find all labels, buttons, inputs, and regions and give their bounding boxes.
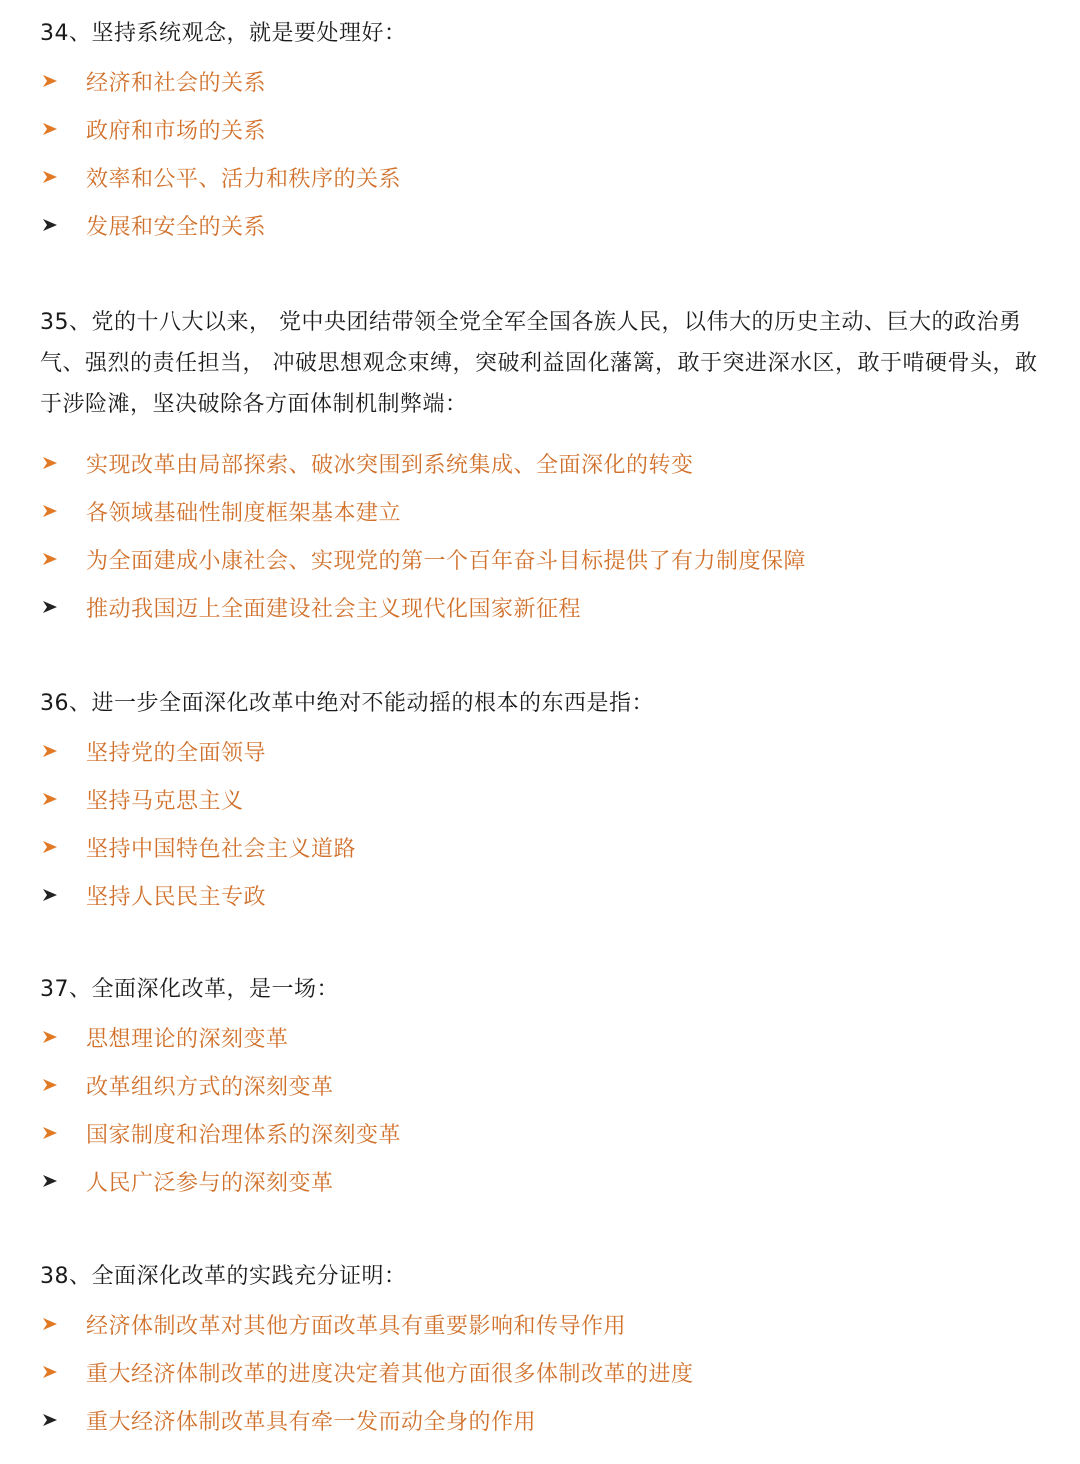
option-text: 效率和公平、活力和秩序的关系 [86,166,402,192]
list-item [40,1300,1040,1348]
option-text: 重大经济体制改革的进度决定着其他方面很多体制改革的进度 [86,1361,694,1387]
list-item [40,871,1040,919]
arrow-bullet-icon [42,1030,58,1044]
question-37 [40,973,1040,1205]
arrow-bullet-icon [42,1365,58,1379]
option-text: 政府和市场的关系 [86,118,267,144]
option-text: 国家制度和治理体系的深刻变革 [86,1122,402,1148]
list-item [40,823,1040,871]
arrow-bullet-icon [42,888,58,902]
arrow-bullet-icon [42,170,58,184]
question-title: 38、全面深化改革的实践充分证明： [40,1264,407,1289]
question-35 [40,302,1040,631]
arrow-bullet-icon [42,74,58,88]
option-list [40,439,1040,631]
list-item [40,775,1040,823]
question-title: 34、坚持系统观念，就是要处理好： [40,21,407,46]
arrow-bullet-icon [42,600,58,614]
list-item [40,535,1040,583]
option-list [40,1300,1040,1444]
arrow-bullet-icon [42,744,58,758]
option-text: 经济和社会的关系 [86,70,267,96]
list-item [40,1348,1040,1396]
arrow-bullet-icon [42,122,58,136]
arrow-bullet-icon [42,218,58,232]
option-text: 重大经济体制改革具有牵一发而动全身的作用 [86,1409,537,1435]
question-36 [40,687,1040,919]
option-text: 实现改革由局部探索、破冰突围到系统集成、全面深化的转变 [86,452,694,478]
list-item [40,153,1040,201]
option-text: 改革组织方式的深刻变革 [86,1074,334,1100]
question-38 [40,1260,1040,1444]
list-item [40,1157,1040,1205]
list-item [40,583,1040,631]
list-item [40,1109,1040,1157]
question-title: 35、党的十八大以来， 党中央团结带领全党全军全国各族人民，以伟大的历史主动、巨大的政治勇气、强烈的责任担当， 冲破思想观念束缚，突破利益固化藩篱，敢于突进深水区，敢于啃硬骨头，敢于涉险滩，坚决破除各方面体制机制弊端： [40,310,1038,417]
arrow-bullet-icon [42,552,58,566]
arrow-bullet-icon [42,840,58,854]
option-text: 人民广泛参与的深刻变革 [86,1170,334,1196]
arrow-bullet-icon [42,504,58,518]
question-34 [40,17,1040,249]
option-text: 为全面建成小康社会、实现党的第一个百年奋斗目标提供了有力制度保障 [86,548,807,574]
arrow-bullet-icon [42,1317,58,1331]
arrow-bullet-icon [42,1174,58,1188]
option-text: 坚持人民民主专政 [86,884,267,910]
option-text: 发展和安全的关系 [86,214,267,240]
option-text: 推动我国迈上全面建设社会主义现代化国家新征程 [86,596,582,622]
arrow-bullet-icon [42,1078,58,1092]
arrow-bullet-icon [42,792,58,806]
question-title: 37、全面深化改革，是一场： [40,977,339,1002]
arrow-bullet-icon [42,456,58,470]
list-item [40,1061,1040,1109]
arrow-bullet-icon [42,1413,58,1427]
arrow-bullet-icon [42,1126,58,1140]
list-item [40,201,1040,249]
list-item [40,105,1040,153]
list-item [40,1013,1040,1061]
list-item [40,57,1040,105]
list-item [40,1396,1040,1444]
list-item [40,439,1040,487]
option-text: 思想理论的深刻变革 [86,1026,289,1052]
option-list [40,57,1040,249]
option-text: 经济体制改革对其他方面改革具有重要影响和传导作用 [86,1313,627,1339]
list-item [40,487,1040,535]
list-item [40,727,1040,775]
option-list [40,1013,1040,1205]
question-title: 36、进一步全面深化改革中绝对不能动摇的根本的东西是指： [40,691,654,716]
option-text: 坚持党的全面领导 [86,740,267,766]
option-text: 坚持中国特色社会主义道路 [86,836,357,862]
option-text: 坚持马克思主义 [86,788,244,814]
option-list [40,727,1040,919]
option-text: 各领域基础性制度框架基本建立 [86,500,402,526]
